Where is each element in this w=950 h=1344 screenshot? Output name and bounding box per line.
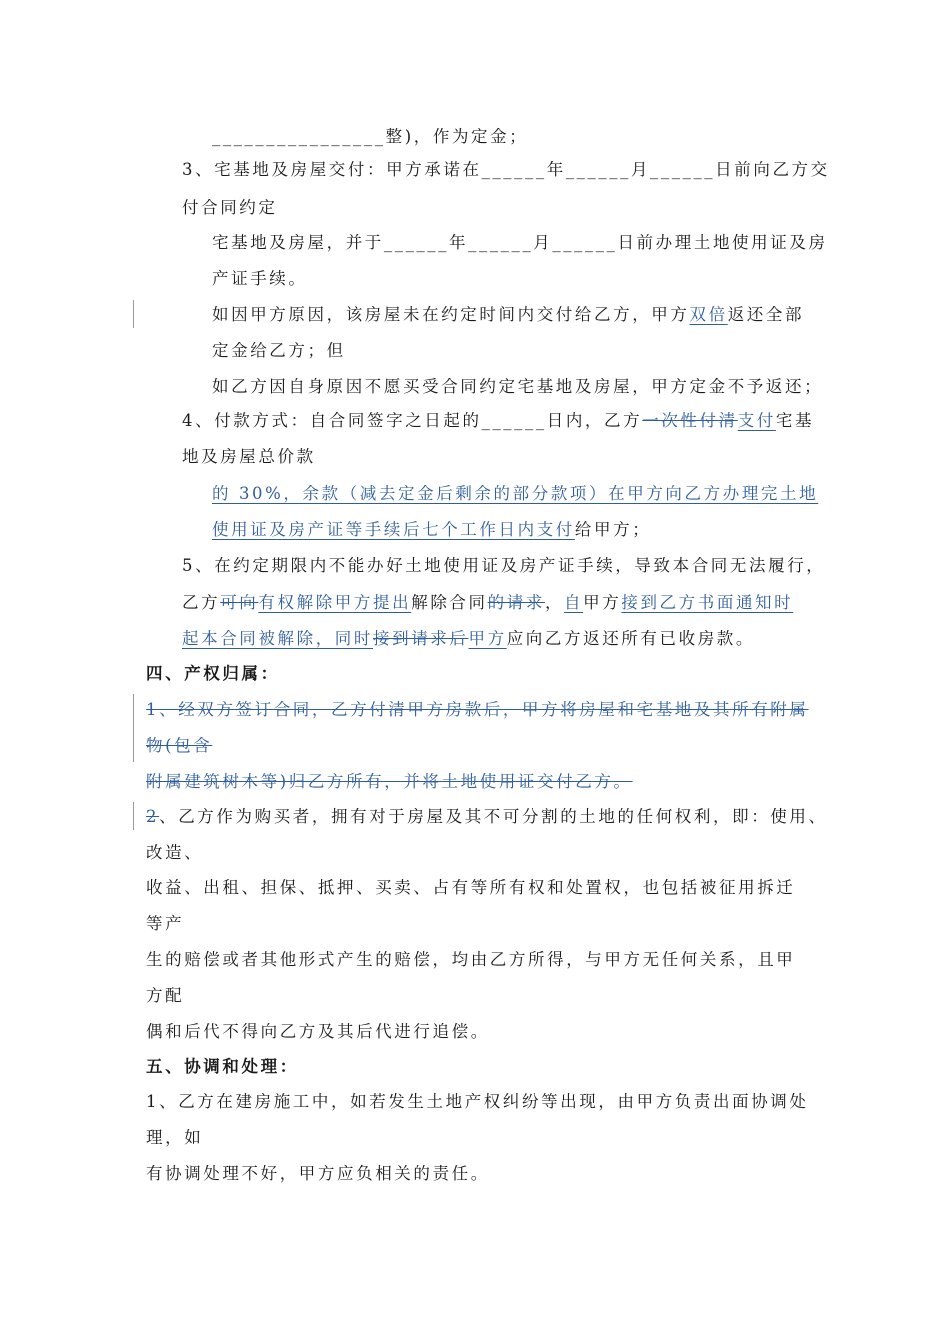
inserted-text: 接到乙方书面通知时 bbox=[621, 593, 794, 612]
inserted-text: 有权解除甲方提出 bbox=[258, 593, 412, 612]
deleted-text: 接到请求后 bbox=[373, 629, 469, 648]
doc-line: 地及房屋总价款 bbox=[182, 447, 316, 466]
inserted-text: 支付 bbox=[737, 411, 776, 430]
doc-line: 2、乙方作为购买者，拥有对于房屋及其不可分割的土地的任何权利，即：使用、 bbox=[146, 807, 828, 826]
doc-line: 宅基地及房屋，并于______年______月______日前办理土地使用证及房 bbox=[212, 233, 828, 252]
deleted-text: 的请求 bbox=[487, 593, 545, 612]
blank-field: ________________ bbox=[212, 127, 386, 146]
inserted-text: 的 30%，余款（减去定金后剩余的部分款项）在甲方向乙方办理完土地 bbox=[212, 484, 819, 503]
doc-line: 使用证及房产证等手续后七个工作日内支付给甲方； bbox=[212, 520, 652, 539]
blank-field: ______ bbox=[481, 160, 547, 179]
inserted-text: 甲方 bbox=[468, 629, 507, 648]
change-bar bbox=[133, 694, 134, 762]
deleted-text: 可向 bbox=[220, 593, 259, 612]
doc-line: 生的赔偿或者其他形式产生的赔偿，均由乙方所得，与甲方无任何关系，且甲 bbox=[146, 950, 796, 969]
deleted-text: 2 bbox=[146, 807, 160, 826]
doc-line: 乙方可向有权解除甲方提出解除合同的请求，自甲方接到乙方书面通知时 bbox=[182, 593, 794, 612]
blank-field: ______ bbox=[552, 233, 618, 252]
blank-field: ______ bbox=[481, 411, 547, 430]
doc-line: 收益、出租、担保、抵押、买卖、占有等所有权和处置权，也包括被征用拆迁 bbox=[146, 878, 796, 897]
inserted-text: 使用证及房产证等手续后七个工作日内支付 bbox=[212, 520, 575, 539]
blank-field: ______ bbox=[565, 160, 631, 179]
deleted-text: 1、经双方签订合同，乙方付清甲方房款后，甲方将房屋和宅基地及其所有附属 bbox=[146, 700, 809, 719]
section-heading-4: 四、产权归属： bbox=[146, 664, 280, 683]
doc-line: 付合同约定 bbox=[182, 198, 278, 217]
doc-line: 偶和后代不得向乙方及其后代进行追偿。 bbox=[146, 1022, 490, 1041]
inserted-text: 双倍 bbox=[689, 305, 728, 324]
clause-4-line: 4、付款方式：自合同签字之日起的______日内，乙方一次性付清支付宅基 bbox=[182, 411, 815, 430]
change-bar bbox=[133, 300, 134, 328]
doc-line: 如乙方因自身原因不愿买受合同约定宅基地及房屋，甲方定金不予返还； bbox=[212, 377, 824, 396]
section-heading-5: 五、协调和处理： bbox=[146, 1057, 299, 1076]
doc-line: 如因甲方原因，该房屋未在约定时间内交付给乙方，甲方双倍返还全部 bbox=[212, 305, 805, 324]
inserted-text: 起本合同被解除，同时 bbox=[182, 629, 373, 648]
blank-field: ______ bbox=[468, 233, 534, 252]
doc-line: 改造、 bbox=[146, 843, 204, 862]
doc-line: 理，如 bbox=[146, 1128, 204, 1147]
doc-line: 方配 bbox=[146, 986, 185, 1005]
inserted-text: 自 bbox=[564, 593, 584, 612]
blank-field: ______ bbox=[383, 233, 450, 252]
doc-line: 起本合同被解除，同时接到请求后甲方应向乙方返还所有已收房款。 bbox=[182, 629, 756, 648]
doc-line bbox=[212, 483, 818, 505]
doc-line: 有协调处理不好，甲方应负相关的责任。 bbox=[146, 1164, 490, 1183]
clause-3-line: 3、宅基地及房屋交付：甲方承诺在______年______月______日前向乙方交 bbox=[182, 160, 830, 179]
deleted-text: 附属建筑树木等)归乙方所有，并将土地使用证交付乙方。 bbox=[146, 772, 633, 791]
doc-line: ________________整)，作为定金； bbox=[212, 127, 529, 146]
blank-field: ______ bbox=[650, 160, 716, 179]
doc-line: 等产 bbox=[146, 914, 185, 933]
doc-line: 1、乙方在建房施工中，如若发生土地产权纠纷等出现，由甲方负责出面协调处 bbox=[146, 1092, 809, 1111]
clause-5-line: 5、在约定期限内不能办好土地使用证及房产证手续，导致本合同无法履行， bbox=[182, 556, 826, 575]
change-bar bbox=[133, 802, 134, 830]
deleted-text: 一次性付清 bbox=[642, 411, 738, 430]
deleted-text: 物(包含 bbox=[146, 736, 213, 755]
doc-line: 产证手续。 bbox=[212, 269, 308, 288]
doc-line: 定金给乙方；但 bbox=[212, 341, 346, 360]
